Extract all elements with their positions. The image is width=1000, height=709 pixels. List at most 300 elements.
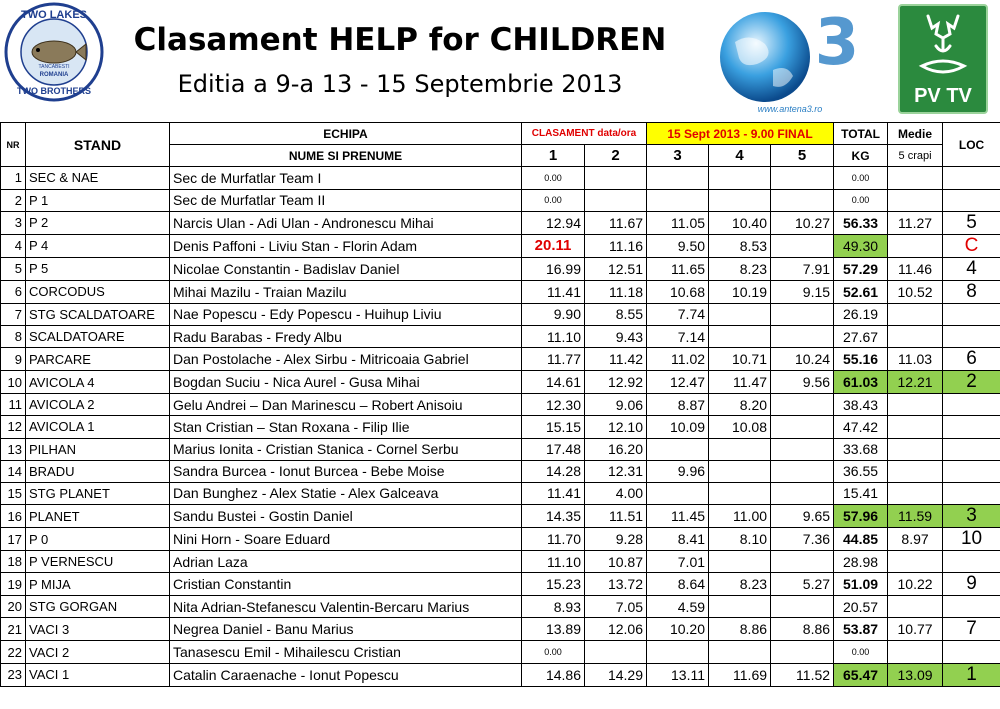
antena3-globe-logo: [695, 2, 885, 117]
row-loc: 3: [943, 505, 1000, 528]
row-round-4: [709, 303, 771, 325]
row-stand: PILHAN: [26, 438, 170, 460]
header-stand: STAND: [26, 123, 170, 167]
row-round-5: 8.86: [771, 618, 834, 641]
row-round-4: [709, 189, 771, 211]
table-row: [1, 528, 1000, 551]
row-total: 36.55: [834, 460, 888, 482]
row-nr: 3: [1, 211, 26, 234]
row-round-4: [709, 641, 771, 663]
row-nr: 18: [1, 551, 26, 573]
row-round-5: [771, 167, 834, 189]
row-stand: PLANET: [26, 505, 170, 528]
row-round-3: 7.01: [647, 551, 709, 573]
header-loc: LOC: [943, 123, 1000, 167]
table-row: [1, 189, 1000, 211]
row-round-2: 16.20: [585, 438, 647, 460]
row-round-3: 10.20: [647, 618, 709, 641]
row-round-5: 5.27: [771, 573, 834, 596]
row-total: 0.00: [834, 167, 888, 189]
row-medie: 11.03: [888, 348, 943, 371]
row-round-4: 8.53: [709, 234, 771, 257]
row-round-2: 9.06: [585, 394, 647, 416]
row-medie: [888, 641, 943, 663]
svg-text:ROMANIA: ROMANIA: [39, 72, 69, 78]
row-round-5: 9.65: [771, 505, 834, 528]
table-row: [1, 460, 1000, 482]
row-echipa: Stan Cristian – Stan Roxana - Filip Ilie: [170, 416, 522, 438]
row-round-3: 10.09: [647, 416, 709, 438]
row-round-4: [709, 460, 771, 482]
row-round-5: [771, 596, 834, 618]
row-total: 47.42: [834, 416, 888, 438]
row-round-4: [709, 438, 771, 460]
row-total: 52.61: [834, 280, 888, 303]
row-round-5: [771, 641, 834, 663]
row-round-5: [771, 234, 834, 257]
row-loc: 1: [943, 663, 1000, 686]
row-echipa: Nae Popescu - Edy Popescu - Huihup Liviu: [170, 303, 522, 325]
row-medie: 11.59: [888, 505, 943, 528]
row-total: 53.87: [834, 618, 888, 641]
row-total: 49.30: [834, 234, 888, 257]
table-row: [1, 257, 1000, 280]
row-round-2: [585, 167, 647, 189]
header-nr: NR: [1, 123, 26, 167]
row-stand: STG GORGAN: [26, 596, 170, 618]
row-round-4: 10.71: [709, 348, 771, 371]
row-round-1: 0.00: [522, 641, 585, 663]
row-round-4: 8.10: [709, 528, 771, 551]
svg-text:www.antena3.ro: www.antena3.ro: [757, 104, 823, 114]
row-total: 51.09: [834, 573, 888, 596]
row-nr: 8: [1, 325, 26, 347]
row-round-2: 7.05: [585, 596, 647, 618]
row-round-1: 11.70: [522, 528, 585, 551]
header-echipa: ECHIPA: [170, 123, 522, 145]
row-echipa: Narcis Ulan - Adi Ulan - Andronescu Mihai: [170, 211, 522, 234]
row-nr: 22: [1, 641, 26, 663]
row-echipa: Negrea Daniel - Banu Marius: [170, 618, 522, 641]
row-loc: 2: [943, 371, 1000, 394]
row-stand: CORCODUS: [26, 280, 170, 303]
table-row: [1, 167, 1000, 189]
header-final: 15 Sept 2013 - 9.00 FINAL: [647, 123, 834, 145]
row-round-3: 7.14: [647, 325, 709, 347]
row-echipa: Sandra Burcea - Ionut Burcea - Bebe Moise: [170, 460, 522, 482]
row-stand: SEC & NAE: [26, 167, 170, 189]
row-round-1: 14.35: [522, 505, 585, 528]
row-round-3: 8.87: [647, 394, 709, 416]
row-round-3: 11.45: [647, 505, 709, 528]
row-round-1: 0.00: [522, 189, 585, 211]
row-round-2: 12.06: [585, 618, 647, 641]
row-loc: 4: [943, 257, 1000, 280]
header-round-4: 4: [709, 145, 771, 167]
row-nr: 16: [1, 505, 26, 528]
row-echipa: Bogdan Suciu - Nica Aurel - Gusa Mihai: [170, 371, 522, 394]
row-nr: 1: [1, 167, 26, 189]
row-total: 61.03: [834, 371, 888, 394]
header-round-3: 3: [647, 145, 709, 167]
svg-text:TWO BROTHERS: TWO BROTHERS: [17, 86, 91, 96]
page-header: [0, 0, 1000, 120]
row-round-3: [647, 189, 709, 211]
table-row: [1, 618, 1000, 641]
row-round-3: [647, 167, 709, 189]
row-stand: P MIJA: [26, 573, 170, 596]
row-round-3: 11.05: [647, 211, 709, 234]
row-round-4: 8.20: [709, 394, 771, 416]
row-round-2: 12.31: [585, 460, 647, 482]
row-echipa: Sec de Murfatlar Team II: [170, 189, 522, 211]
row-round-2: 13.72: [585, 573, 647, 596]
row-round-1: 11.10: [522, 551, 585, 573]
row-round-2: 9.43: [585, 325, 647, 347]
row-round-5: 9.56: [771, 371, 834, 394]
row-nr: 17: [1, 528, 26, 551]
row-loc: [943, 641, 1000, 663]
row-nr: 12: [1, 416, 26, 438]
row-medie: 11.27: [888, 211, 943, 234]
row-round-4: 11.47: [709, 371, 771, 394]
page-title: Clasament HELP for CHILDREN: [133, 22, 667, 58]
row-nr: 5: [1, 257, 26, 280]
row-nr: 11: [1, 394, 26, 416]
row-medie: [888, 325, 943, 347]
row-nr: 4: [1, 234, 26, 257]
row-round-4: [709, 596, 771, 618]
row-round-2: 11.42: [585, 348, 647, 371]
row-stand: BRADU: [26, 460, 170, 482]
row-stand: VACI 2: [26, 641, 170, 663]
row-total: 27.67: [834, 325, 888, 347]
row-echipa: Sec de Murfatlar Team I: [170, 167, 522, 189]
row-round-4: 8.86: [709, 618, 771, 641]
header-crapi: 5 crapi: [888, 145, 943, 167]
row-total: 38.43: [834, 394, 888, 416]
row-echipa: Adrian Laza: [170, 551, 522, 573]
row-loc: [943, 438, 1000, 460]
row-medie: 10.22: [888, 573, 943, 596]
row-loc: 7: [943, 618, 1000, 641]
row-round-4: 10.19: [709, 280, 771, 303]
row-round-4: [709, 325, 771, 347]
row-round-2: 12.10: [585, 416, 647, 438]
row-round-3: [647, 438, 709, 460]
row-medie: 12.21: [888, 371, 943, 394]
row-stand: AVICOLA 2: [26, 394, 170, 416]
row-medie: 10.52: [888, 280, 943, 303]
row-echipa: Dan Bunghez - Alex Statie - Alex Galceava: [170, 482, 522, 504]
row-round-1: 14.61: [522, 371, 585, 394]
row-total: 55.16: [834, 348, 888, 371]
row-medie: [888, 167, 943, 189]
row-round-2: 12.51: [585, 257, 647, 280]
row-nr: 10: [1, 371, 26, 394]
row-medie: [888, 189, 943, 211]
table-row: [1, 234, 1000, 257]
row-round-5: 11.52: [771, 663, 834, 686]
row-round-5: [771, 482, 834, 504]
row-loc: 10: [943, 528, 1000, 551]
row-echipa: Cristian Constantin: [170, 573, 522, 596]
row-round-5: [771, 416, 834, 438]
row-round-3: 11.65: [647, 257, 709, 280]
row-round-5: 9.15: [771, 280, 834, 303]
row-round-2: 14.29: [585, 663, 647, 686]
row-round-1: 13.89: [522, 618, 585, 641]
row-round-4: 10.40: [709, 211, 771, 234]
table-row: [1, 211, 1000, 234]
row-echipa: Marius Ionita - Cristian Stanica - Cornel Serbu: [170, 438, 522, 460]
row-round-3: 10.68: [647, 280, 709, 303]
table-row: [1, 663, 1000, 686]
header-nume: NUME SI PRENUME: [170, 145, 522, 167]
row-echipa: Denis Paffoni - Liviu Stan - Florin Adam: [170, 234, 522, 257]
table-row: [1, 371, 1000, 394]
row-loc: 9: [943, 573, 1000, 596]
row-round-5: [771, 394, 834, 416]
row-round-1: 17.48: [522, 438, 585, 460]
row-round-5: 7.91: [771, 257, 834, 280]
table-row: [1, 551, 1000, 573]
row-round-5: [771, 460, 834, 482]
row-loc: [943, 167, 1000, 189]
row-medie: [888, 416, 943, 438]
row-medie: 8.97: [888, 528, 943, 551]
table-row: [1, 505, 1000, 528]
row-total: 33.68: [834, 438, 888, 460]
row-round-1: 11.77: [522, 348, 585, 371]
row-total: 15.41: [834, 482, 888, 504]
svg-text:3: 3: [814, 6, 860, 80]
row-nr: 2: [1, 189, 26, 211]
row-echipa: Dan Postolache - Alex Sirbu - Mitricoaia Gabriel: [170, 348, 522, 371]
row-round-2: 11.16: [585, 234, 647, 257]
table-row: [1, 641, 1000, 663]
table-row: [1, 573, 1000, 596]
table-row: [1, 303, 1000, 325]
row-round-3: 13.11: [647, 663, 709, 686]
header-medie: Medie: [888, 123, 943, 145]
row-round-4: 11.00: [709, 505, 771, 528]
row-round-1: 14.28: [522, 460, 585, 482]
row-nr: 9: [1, 348, 26, 371]
table-body: [1, 167, 1000, 686]
row-nr: 7: [1, 303, 26, 325]
row-medie: [888, 551, 943, 573]
row-stand: VACI 3: [26, 618, 170, 641]
row-round-3: 7.74: [647, 303, 709, 325]
row-loc: C: [943, 234, 1000, 257]
row-nr: 13: [1, 438, 26, 460]
row-loc: [943, 482, 1000, 504]
row-medie: [888, 596, 943, 618]
row-round-5: [771, 303, 834, 325]
row-total: 20.57: [834, 596, 888, 618]
row-stand: PARCARE: [26, 348, 170, 371]
header-clasament: CLASAMENT data/ora: [522, 123, 647, 145]
row-round-1: 14.86: [522, 663, 585, 686]
row-round-4: [709, 167, 771, 189]
row-echipa: Sandu Bustei - Gostin Daniel: [170, 505, 522, 528]
row-medie: [888, 460, 943, 482]
row-round-1: 0.00: [522, 167, 585, 189]
row-round-5: [771, 551, 834, 573]
table-row: [1, 280, 1000, 303]
row-total: 57.96: [834, 505, 888, 528]
row-round-1: 20.11: [522, 234, 585, 257]
row-total: 44.85: [834, 528, 888, 551]
row-round-3: [647, 482, 709, 504]
row-round-3: 12.47: [647, 371, 709, 394]
row-stand: P VERNESCU: [26, 551, 170, 573]
row-round-4: 10.08: [709, 416, 771, 438]
table-row: [1, 438, 1000, 460]
row-round-1: 11.41: [522, 482, 585, 504]
row-loc: [943, 551, 1000, 573]
row-echipa: Nicolae Constantin - Badislav Daniel: [170, 257, 522, 280]
header-round-2: 2: [585, 145, 647, 167]
deer-icon: [900, 6, 986, 84]
row-round-1: 12.30: [522, 394, 585, 416]
row-total: 28.98: [834, 551, 888, 573]
row-round-3: 9.50: [647, 234, 709, 257]
row-round-1: 12.94: [522, 211, 585, 234]
row-echipa: Radu Barabas - Fredy Albu: [170, 325, 522, 347]
row-nr: 23: [1, 663, 26, 686]
row-round-2: 9.28: [585, 528, 647, 551]
row-medie: [888, 303, 943, 325]
row-loc: [943, 394, 1000, 416]
row-total: 0.00: [834, 641, 888, 663]
row-round-4: [709, 551, 771, 573]
row-total: 65.47: [834, 663, 888, 686]
row-medie: 13.09: [888, 663, 943, 686]
row-stand: SCALDATOARE: [26, 325, 170, 347]
row-round-5: [771, 438, 834, 460]
table-row: [1, 394, 1000, 416]
two-lakes-logo: [4, 2, 104, 102]
row-stand: AVICOLA 4: [26, 371, 170, 394]
row-round-2: 11.67: [585, 211, 647, 234]
row-echipa: Catalin Caraenache - Ionut Popescu: [170, 663, 522, 686]
row-loc: [943, 303, 1000, 325]
row-round-1: 15.23: [522, 573, 585, 596]
row-echipa: Nini Horn - Soare Eduard: [170, 528, 522, 551]
row-round-1: 15.15: [522, 416, 585, 438]
row-round-3: 8.41: [647, 528, 709, 551]
row-stand: AVICOLA 1: [26, 416, 170, 438]
row-round-2: 10.87: [585, 551, 647, 573]
row-round-5: 10.27: [771, 211, 834, 234]
row-medie: [888, 234, 943, 257]
table-row: [1, 325, 1000, 347]
row-stand: P 1: [26, 189, 170, 211]
row-nr: 21: [1, 618, 26, 641]
row-round-3: 8.64: [647, 573, 709, 596]
row-total: 56.33: [834, 211, 888, 234]
row-round-4: 11.69: [709, 663, 771, 686]
table-row: [1, 348, 1000, 371]
row-round-2: 8.55: [585, 303, 647, 325]
row-stand: P 4: [26, 234, 170, 257]
row-loc: [943, 189, 1000, 211]
table-row: [1, 482, 1000, 504]
row-stand: P 2: [26, 211, 170, 234]
row-medie: [888, 394, 943, 416]
row-nr: 14: [1, 460, 26, 482]
row-round-3: 9.96: [647, 460, 709, 482]
row-nr: 6: [1, 280, 26, 303]
ranking-table: [0, 122, 1000, 687]
row-stand: P 0: [26, 528, 170, 551]
pv-tv-label: PV TV: [914, 85, 972, 107]
row-loc: [943, 460, 1000, 482]
table-row: [1, 596, 1000, 618]
row-round-4: 8.23: [709, 257, 771, 280]
row-round-4: [709, 482, 771, 504]
row-round-3: 11.02: [647, 348, 709, 371]
row-medie: 10.77: [888, 618, 943, 641]
row-round-5: [771, 189, 834, 211]
row-nr: 20: [1, 596, 26, 618]
row-stand: STG PLANET: [26, 482, 170, 504]
row-stand: VACI 1: [26, 663, 170, 686]
row-loc: [943, 416, 1000, 438]
row-medie: 11.46: [888, 257, 943, 280]
header-total: TOTAL: [834, 123, 888, 145]
row-loc: 8: [943, 280, 1000, 303]
row-stand: STG SCALDATOARE: [26, 303, 170, 325]
row-echipa: Gelu Andrei – Dan Marinescu – Robert Anisoiu: [170, 394, 522, 416]
row-round-2: 12.92: [585, 371, 647, 394]
row-round-2: 4.00: [585, 482, 647, 504]
row-round-5: 7.36: [771, 528, 834, 551]
svg-text:TANCABESTI: TANCABESTI: [38, 64, 70, 70]
row-medie: [888, 438, 943, 460]
header-round-5: 5: [771, 145, 834, 167]
row-nr: 19: [1, 573, 26, 596]
row-loc: 5: [943, 211, 1000, 234]
row-echipa: Nita Adrian-Stefanescu Valentin-Bercaru Marius: [170, 596, 522, 618]
header-kg: KG: [834, 145, 888, 167]
table-row: [1, 416, 1000, 438]
row-loc: [943, 596, 1000, 618]
pv-tv-logo: [898, 4, 988, 114]
row-loc: 6: [943, 348, 1000, 371]
svg-text:TWO LAKES: TWO LAKES: [21, 9, 87, 21]
row-round-5: 10.24: [771, 348, 834, 371]
row-stand: P 5: [26, 257, 170, 280]
row-round-3: 4.59: [647, 596, 709, 618]
row-round-2: [585, 641, 647, 663]
row-loc: [943, 325, 1000, 347]
row-round-2: 11.51: [585, 505, 647, 528]
row-round-3: [647, 641, 709, 663]
row-total: 57.29: [834, 257, 888, 280]
row-round-5: [771, 325, 834, 347]
row-total: 26.19: [834, 303, 888, 325]
row-round-1: 11.10: [522, 325, 585, 347]
row-total: 0.00: [834, 189, 888, 211]
row-echipa: Tanasescu Emil - Mihailescu Cristian: [170, 641, 522, 663]
page-subtitle: Editia a 9-a 13 - 15 Septembrie 2013: [177, 70, 623, 98]
row-round-2: [585, 189, 647, 211]
row-echipa: Mihai Mazilu - Traian Mazilu: [170, 280, 522, 303]
row-round-1: 8.93: [522, 596, 585, 618]
